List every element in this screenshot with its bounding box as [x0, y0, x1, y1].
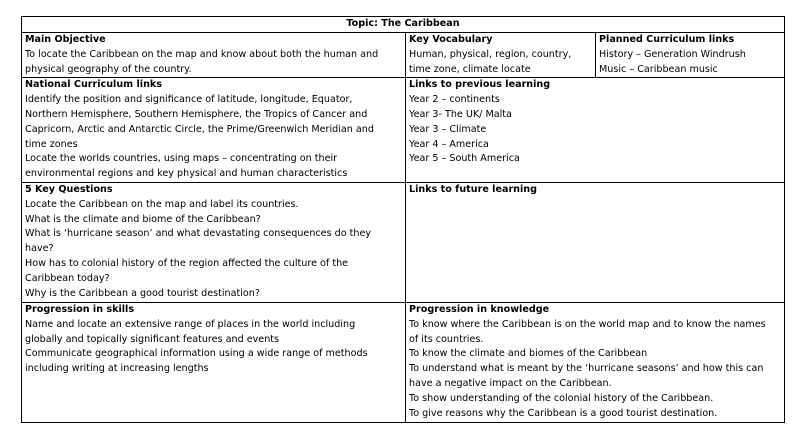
- progression-skills-heading: Progression in skills: [25, 303, 135, 315]
- key-question-line: What is ‘hurricane season’ and what devastating consequences do they: [25, 228, 372, 240]
- previous-learning-item: Year 2 – continents: [409, 94, 500, 106]
- progression-knowledge-cell: [406, 302, 785, 422]
- progression-knowledge-line: To show understanding of the colonial history of the Caribbean.: [409, 392, 714, 404]
- previous-learning-item: Year 5 – South America: [409, 153, 520, 165]
- key-vocabulary-line: time zone, climate locate: [409, 63, 531, 75]
- progression-skills-line: globally and topically significant features and events: [25, 333, 280, 345]
- national-curriculum-cell: [22, 78, 406, 183]
- progression-knowledge-line: To know the climate and biomes of the Caribbean: [409, 348, 648, 360]
- objective-row: [22, 33, 785, 78]
- key-questions-heading: 5 Key Questions: [25, 183, 113, 195]
- previous-learning-cell: [406, 78, 785, 183]
- previous-learning-heading: Links to previous learning: [409, 79, 551, 91]
- progression-skills-line: including writing at increasing lengths: [25, 363, 209, 375]
- national-curriculum-line: Identify the position and significance of latitude, longitude, Equator,: [25, 94, 353, 106]
- key-questions-row: [22, 182, 785, 302]
- key-vocabulary-line: Human, physical, region, country,: [409, 48, 572, 60]
- main-objective-line: physical geography of the country.: [25, 63, 192, 75]
- progression-knowledge-line: have a negative impact on the Caribbean.: [409, 377, 612, 389]
- progression-knowledge-line: To know where the Caribbean is on the world map and to know the names: [409, 318, 766, 330]
- national-curriculum-line: environmental regions and key physical and human characteristics: [25, 168, 348, 180]
- curriculum-table: [21, 16, 785, 423]
- key-questions-cell: [22, 182, 406, 302]
- previous-learning-item: Year 3- The UK/ Malta: [409, 108, 512, 120]
- topic-title: Topic: The Caribbean: [22, 17, 785, 33]
- main-objective-heading: Main Objective: [25, 34, 106, 45]
- curriculum-document: [21, 16, 784, 423]
- key-question-line: Why is the Caribbean a good tourist destination?: [25, 287, 260, 299]
- planned-curriculum-heading: Planned Curriculum links: [599, 34, 735, 45]
- progression-row: [22, 302, 785, 422]
- previous-learning-item: Year 4 – America: [409, 138, 489, 150]
- progression-skills-cell: [22, 302, 406, 422]
- key-question-line: Locate the Caribbean on the map and label its countries.: [25, 198, 299, 210]
- previous-learning-item: Year 3 – Climate: [409, 123, 487, 135]
- planned-curriculum-line: Music – Caribbean music: [599, 63, 718, 75]
- key-question-line: How has to colonial history of the region affected the culture of the: [25, 257, 349, 269]
- key-vocabulary-cell: [406, 33, 596, 78]
- national-curriculum-line: Capricorn, Arctic and Antarctic Circle, the Prime/Greenwich Meridian and: [25, 123, 374, 135]
- national-curriculum-line: time zones: [25, 138, 78, 150]
- progression-knowledge-line: To understand what is meant by the ‘hurricane seasons’ and how this can: [409, 363, 764, 375]
- progression-knowledge-heading: Progression in knowledge: [409, 303, 550, 315]
- national-curriculum-heading: National Curriculum links: [25, 79, 162, 91]
- future-learning-cell: [406, 182, 785, 302]
- main-objective-cell: [22, 33, 406, 78]
- key-question-line: have?: [25, 243, 54, 255]
- main-objective-line: To locate the Caribbean on the map and know about both the human and: [25, 48, 379, 60]
- key-question-line: Caribbean today?: [25, 272, 110, 284]
- national-curriculum-line: Northern Hemisphere, Southern Hemisphere, the Tropics of Cancer and: [25, 108, 368, 120]
- national-curriculum-row: [22, 78, 785, 183]
- progression-knowledge-line: of its countries.: [409, 333, 484, 345]
- progression-knowledge-line: To give reasons why the Caribbean is a good tourist destination.: [409, 407, 718, 419]
- planned-curriculum-cell: [596, 33, 785, 78]
- title-row: [22, 17, 785, 33]
- progression-skills-line: Name and locate an extensive range of places in the world including: [25, 318, 356, 330]
- planned-curriculum-line: History – Generation Windrush: [599, 48, 746, 60]
- future-learning-heading: Links to future learning: [409, 183, 537, 195]
- progression-skills-line: Communicate geographical information using a wide range of methods: [25, 348, 368, 360]
- key-question-line: What is the climate and biome of the Caribbean?: [25, 213, 261, 225]
- national-curriculum-line: Locate the worlds countries, using maps – concentrating on their: [25, 153, 338, 165]
- key-vocabulary-heading: Key Vocabulary: [409, 34, 493, 45]
